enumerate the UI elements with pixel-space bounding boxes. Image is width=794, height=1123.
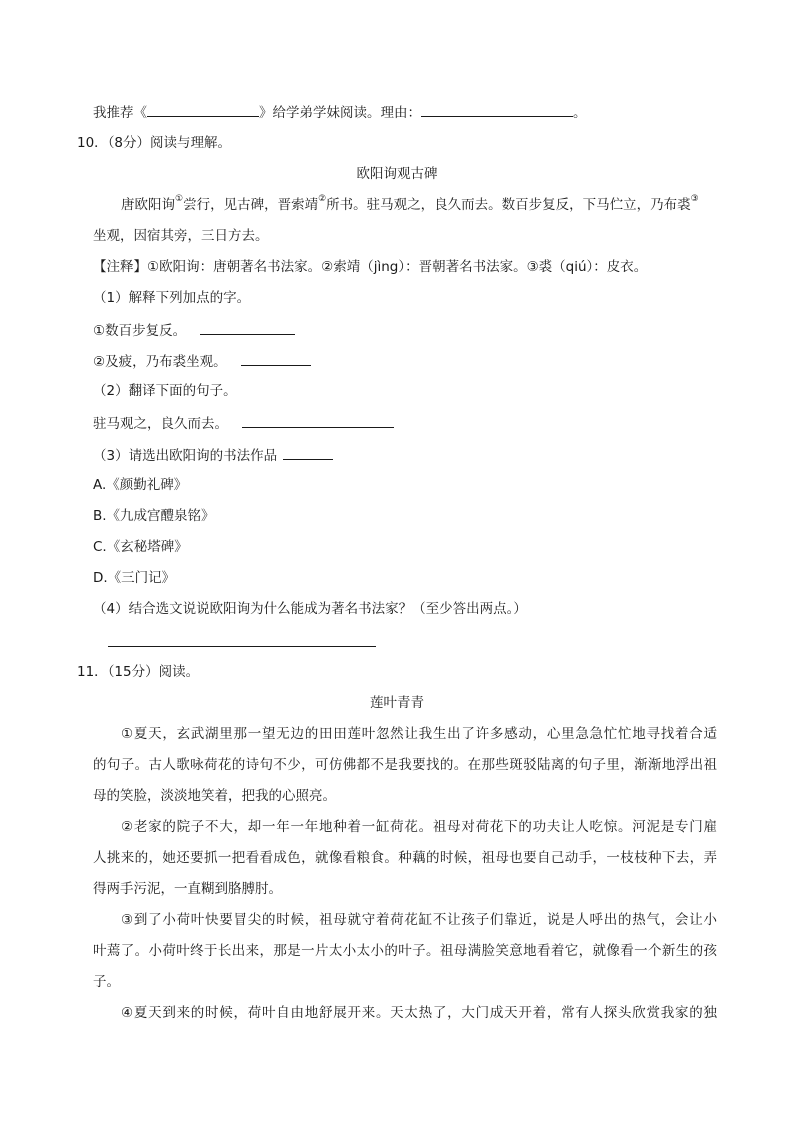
question-number: 10．: [77, 135, 108, 151]
paragraph-2-line: 人挑来的，她还要抓一把看看成色，就像看粮食。种藕的时候，祖母也要自己动手，一枝枝种下去，弄: [93, 850, 717, 866]
passage-line: [121, 195, 699, 215]
answer-blank[interactable]: [108, 646, 376, 647]
item-text: ②及疲，乃布裘坐观。: [93, 354, 227, 370]
paragraph-1-line: ①夏天，玄武湖里那一望无边的田田莲叶忽然让我生出了许多感动，心里急急忙忙地寻找着合适: [121, 726, 717, 742]
paragraph-1-line: 的句子。古人歌咏荷花的诗句不少，可仿佛都不是我要找的。在那些斑驳陆离的句子里，渐渐地浮出祖: [93, 757, 717, 773]
sub-question-4: （4）结合选文说说欧阳询为什么能成为著名书法家？（至少答出两点。）: [93, 601, 527, 617]
paragraph-1-line: 母的笑脸，淡淡地笑着，把我的心照亮。: [93, 788, 336, 804]
reason-blank[interactable]: [421, 101, 573, 117]
option-a[interactable]: A.《颜勤礼碑》: [93, 477, 188, 493]
passage-line: 坐观，因宿其旁，三日方去。: [93, 228, 269, 244]
sub-question-1-item-2: [93, 350, 311, 372]
paragraph-4-line: ④夏天到来的时候，荷叶自由地舒展开来。天太热了，大门成天开着，常有人探头欣赏我家的独: [121, 1005, 717, 1021]
footnote-mark: ③: [690, 194, 699, 204]
paragraph-2-line: 得两手污泥，一直糊到胳膊肘。: [93, 881, 282, 897]
answer-blank[interactable]: [200, 319, 295, 335]
sub-question-2: （2）翻译下面的句子。: [93, 383, 237, 399]
sub-question-3: [93, 444, 333, 466]
paragraph-3-line: 子。: [93, 974, 120, 990]
answer-blank[interactable]: [242, 412, 394, 428]
answer-blank[interactable]: [283, 444, 333, 460]
paragraph-3-line: ③到了小荷叶快要冒尖的时候，祖母就守着荷花缸不让孩子们靠近，说是人呼出的热气，会让小: [121, 912, 717, 928]
book-title-blank[interactable]: [147, 101, 259, 117]
paragraph-3-line: 叶蔫了。小荷叶终于长出来，那是一片太小太小的叶子。祖母满脸笑意地看着它，就像看一个新生的孩: [93, 943, 717, 959]
annotation-notes: 【注释】①欧阳询：唐朝著名书法家。②索靖（jìng）：晋朝著名书法家。③裘（qiú）：皮衣。: [93, 259, 648, 275]
recommend-mid: 》给学弟学妹阅读。理由：: [259, 105, 421, 121]
question-10-header: [77, 133, 231, 153]
question-score: （8分）阅读与理解。: [107, 135, 232, 151]
recommend-line: [93, 101, 587, 123]
passage-title: 欧阳询观古碑: [356, 166, 438, 182]
sub-question-text: （3）请选出欧阳询的书法作品: [93, 448, 278, 464]
option-c[interactable]: C.《玄秘塔碑》: [93, 539, 188, 555]
passage-text: 唐欧阳询: [121, 197, 175, 213]
option-d[interactable]: D.《三门记》: [93, 570, 176, 586]
option-b[interactable]: B.《九成宫醴泉铭》: [93, 508, 215, 524]
recommend-end: 。: [573, 105, 587, 121]
sub-question-2-sentence: [93, 412, 394, 434]
sentence-text: 驻马观之，良久而去。: [93, 416, 228, 432]
answer-blank[interactable]: [241, 350, 311, 366]
passage-text: 尝行，见古碑，晋索靖: [183, 197, 319, 213]
question-number: 11．: [77, 664, 108, 680]
paragraph-2-line: ②老家的院子不大，却一年一年地种着一缸荷花。祖母对荷花下的功夫让人吃惊。河泥是专门雇: [121, 819, 717, 835]
passage-title: 莲叶青青: [370, 695, 424, 711]
sub-question-1-item-1: [93, 319, 295, 341]
item-text: ①数百步复反。: [93, 323, 187, 339]
footnote-mark: ①: [175, 194, 184, 204]
footnote-mark: ②: [318, 194, 327, 204]
sub-question-1: （1）解释下列加点的字。: [93, 290, 251, 306]
question-score: （15分）阅读。: [107, 664, 200, 680]
passage-text: 所书。驻马观之，良久而去。数百步复反，下马伫立，乃布裘: [326, 197, 691, 213]
recommend-prefix: 我推荐《: [93, 105, 147, 121]
question-11-header: [77, 662, 199, 682]
